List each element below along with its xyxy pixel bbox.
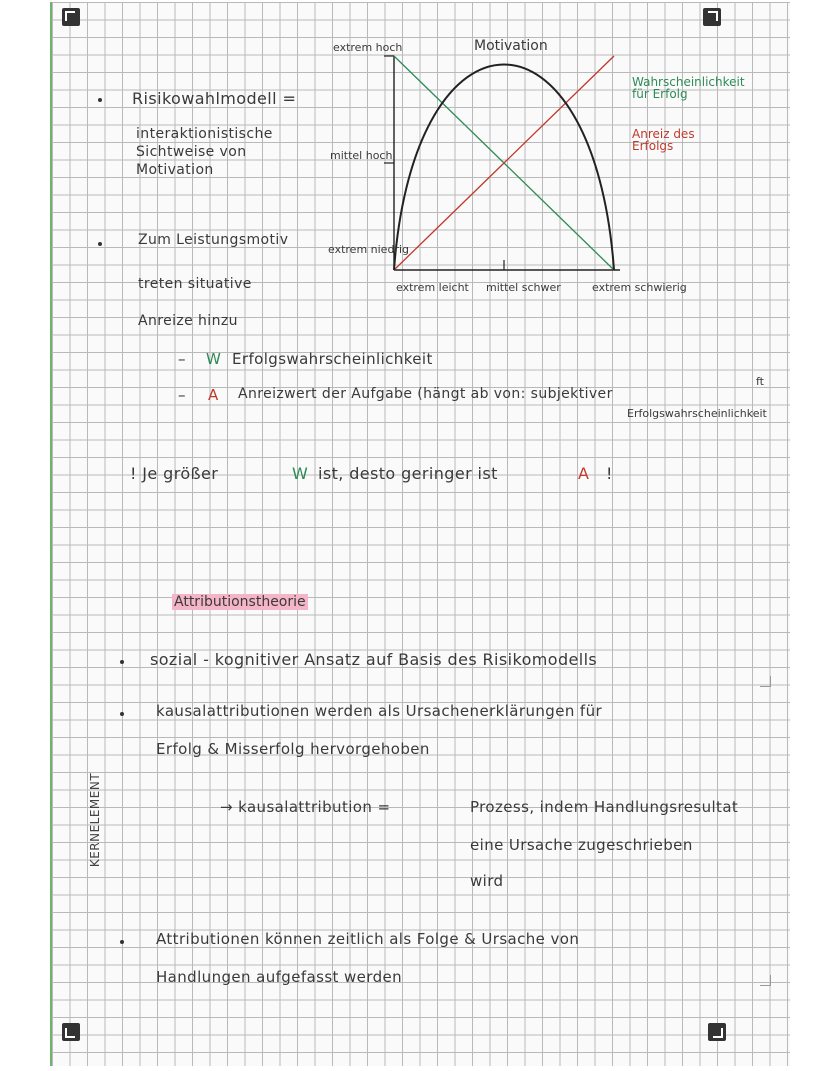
a-letter: A [208, 386, 219, 404]
definition-line3: wird [470, 872, 504, 890]
section2-bullet2-line2: Erfolg & Misserfolg hervorgehoben [156, 740, 430, 758]
y-tick-label-mid: mittel hoch [330, 149, 393, 162]
side-label: KERNELEMENT [88, 772, 102, 868]
section2-bullet3-line2: Handlungen aufgefasst werden [156, 968, 403, 986]
chart-title: Motivation [474, 38, 548, 54]
dash-marker: – [178, 350, 186, 368]
bullet-dot [120, 712, 124, 716]
anreizwert-text: Anreizwert der Aufgabe (hängt ab von: subjektiver [238, 386, 613, 402]
section2-bullet1: sozial - kognitiver Ansatz auf Basis des Risikomodells [150, 650, 598, 669]
risikowahlmodell-title: Risikowahlmodell = [132, 89, 297, 108]
x-tick-label-medium: mittel schwer [486, 281, 561, 294]
margin-note: ft [756, 375, 764, 388]
section2-bullet3-line1: Attributionen können zeitlich als Folge & Ursache von [156, 930, 580, 948]
x-tick-label-easy: extrem leicht [396, 281, 469, 294]
y-tick-label-low: extrem niedrig [328, 243, 409, 256]
bullet1-line3: Sichtweise von [136, 144, 247, 160]
corner-marker-icon [708, 1023, 726, 1041]
bullet2-line2: treten situative [138, 276, 252, 292]
section-heading: Attributionstheorie [174, 594, 306, 610]
definition-line2: eine Ursache zugeschrieben [470, 836, 693, 854]
y-tick-label-high: extrem hoch [333, 41, 403, 54]
rule-text-start: ! Je größer [130, 464, 219, 483]
x-tick-label-hard: extrem schwierig [592, 281, 687, 294]
bullet2-line1: Zum Leistungsmotiv [138, 232, 289, 248]
section2-bullet2-line1: kausalattributionen werden als Ursachenerklärungen für [156, 702, 603, 720]
rule-w: W [292, 464, 309, 483]
erfolgswahrscheinlichkeit-text: Erfolgswahrscheinlichkeit [232, 350, 433, 368]
rule-a: A [578, 464, 590, 483]
bullet2-line3: Anreize hinzu [138, 313, 238, 329]
legend-incentive: Anreiz des Erfolgs [632, 127, 695, 153]
dash-marker: – [178, 386, 186, 404]
bullet-dot [120, 660, 124, 664]
w-letter: W [206, 350, 222, 368]
rule-text-middle: ist, desto geringer ist [318, 464, 498, 483]
bullet1-line4: Motivation [136, 162, 214, 178]
definition-line1: Prozess, indem Handlungsresultat [470, 798, 739, 816]
page-tick-mark [760, 676, 771, 687]
rule-text-end: ! [606, 464, 613, 483]
bullet1-line2: interaktionistische [136, 126, 273, 142]
page-tick-mark [760, 975, 771, 986]
corner-marker-icon [62, 1023, 80, 1041]
anreizwert-continuation: Erfolgswahrscheinlichkeit [627, 407, 767, 420]
kausalattribution-term: → kausalattribution = [220, 798, 391, 816]
series-line-2 [394, 65, 614, 271]
bullet-dot [120, 940, 124, 944]
legend-probability: Wahrscheinlichkeit für Erfolg [632, 75, 745, 101]
